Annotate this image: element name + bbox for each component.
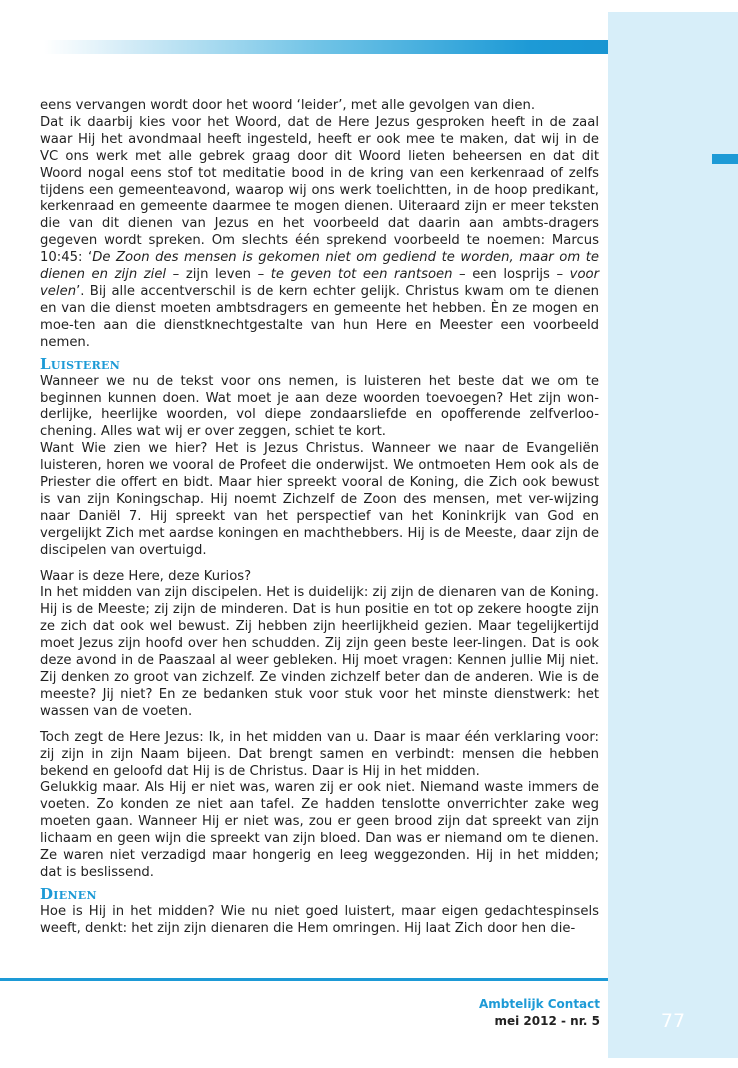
quote-part-1: De Zoon des mensen is gekomen niet om gediend te worden, maar om te dienen en zijn ziel: [40, 250, 600, 283]
intro-text-a: Dat ik daarbij kies voor het Woord, dat de Here Jezus gesproken heeft in de zaal waar Hij het avondmaal heeft ingesteld, heeft er ook mee te maken, dat wij in de VC ons werk met alle gebrek graag door dit Woord lieten beheersen en dat dit Woord nogal eens stof tot meditatie bood in de kring van een kerkenraad of zelfs tijdens een gemeenteavond, waarop wij ons werk toelichtten, in de hoop predikant, kerkenraad en gemeente daarmee te mogen dienen. Uiteraard zijn er meer teksten die van dit dienen van Jezus en het voorbeeld dat daarin aan ambts-dragers gegeven wordt spreken. Om slechts één sprekend voorbeeld te noemen: Marcus 10:45: ‘: [40, 114, 599, 266]
magazine-title: Ambtelijk Contact: [478, 997, 600, 1011]
dienen-paragraph-1: Hoe is Hij in het midden? Wie nu niet goed luistert, maar eigen gedachtespinsels weeft, denkt: het zijn zijn dienaren die Hem omringen. Hij laat Zich door hen die-: [40, 903, 599, 936]
intro-paragraph-1: eens vervangen wordt door het woord ‘leider’, met alle gevolgen van dien.: [40, 98, 536, 113]
luisteren-paragraph-1: Wanneer we nu de tekst voor ons nemen, is luisteren het beste dat we om te beginnen kunnen doen. Wat moet je aan deze woorden toevoegen? Het zijn won-derlijke, heerlijke woorden, vol diepe zondaarsliefde en opofferende zelfverloo-chening. Alles wat wij er over zeggen, schiet te kort.: [40, 373, 599, 440]
luisteren-paragraph-4: In het midden van zijn discipelen. Het is duidelijk: zij zijn de dienaren van de Koning. Hij is de Meeste; zij zijn de minderen. Dat is hun positie en tot op zekere hoogte zijn ze zich dat ook wel bewust. Zij hebben zijn heerlijkheid gezien. Maar tegelijkertijd moet Jezus zijn hoofd over hen schudden. Zij zijn geen beste leer-lingen. Dat is ook deze avond in de Paaszaal al weer gebleken. Hij moet vragen: Kennen jullie Mij niet. Zij denken zo groot van zichzelf. Ze vinden zichzelf beter dan de anderen. Wie is de meeste? Jij niet? En ze bedanken stuk voor stuk voor het minste dienstwerk: het wassen van de voeten.: [40, 585, 599, 719]
quote-part-3: voor velen: [40, 267, 600, 299]
luisteren-paragraph-2: Want Wie zien we hier? Het is Jezus Christus. Wanneer we naar de Evangeliën luisteren, horen we vooral de Profeet die onderwijst. We ontmoeten Hem ook als de Priester die offert en bidt. Maar hier spreekt vooral de Koning, die Zich ook bewust is van zijn Koningschap. Hij noemt Zichzelf de Zoon des mensen, met ver-wijzing naar Daniël 7. Hij spreekt van het perspectief van het Koninkrijk van God en vergelijkt Zich met aardse koningen en machthebbers. Hij is de Meeste, daar zijn de discipelen van overtuigd.: [40, 441, 599, 558]
article-body: [40, 98, 599, 938]
luisteren-paragraph-5: Toch zegt de Here Jezus: Ik, in het midden van u. Daar is maar één verklaring voor: zij zijn in zijn Naam bijeen. Dat brengt samen en verbindt: mensen die hebben bekend en geloofd dat Hij is de Christus. Daar is Hij in het midden.: [40, 729, 599, 779]
luisteren-paragraph-3: Waar is deze Here, deze Kurios?: [40, 568, 252, 584]
quote-part-2: te geven tot een rantsoen: [270, 267, 453, 283]
footer-rule: [0, 978, 608, 981]
side-band: [608, 12, 738, 1058]
intro-text-d: ’. Bij alle accentverschil is de kern echter gelijk. Christus kwam om te dienen en van die dienst moeten ambtsdragers en gemeente het hebben. Èn ze mogen en moe-ten aan die dienstknechtgestalte van hun Here en Meester een voorbeeld nemen.: [40, 283, 599, 350]
footer: [479, 996, 600, 1030]
section-heading-luisteren: Luisteren: [40, 354, 121, 373]
page-number: 77: [660, 1010, 686, 1032]
issue-label: mei 2012 - nr. 5: [494, 1014, 600, 1028]
intro-paragraph-2: [40, 115, 599, 352]
side-tab-marker: [712, 154, 738, 164]
intro-text-c: – een losprijs –: [452, 267, 570, 283]
intro-text-b: – zijn leven –: [166, 267, 271, 283]
luisteren-paragraph-6: Gelukkig maar. Als Hij er niet was, waren zij er ook niet. Niemand waste immers de voeten. Zo konden ze niet aan tafel. Ze hadden tenslotte onverrichter zake weg moeten gaan. Wanneer Hij er niet was, zou er geen brood zijn dat spreekt van zijn lichaam en geen wijn die spreekt van zijn bloed. Dan was er niemand om te dienen. Ze waren niet verzadigd maar hongerig en leeg weggezonden. Hij in het midden; dat is beslissend.: [40, 780, 599, 880]
section-heading-dienen: Dienen: [40, 884, 97, 903]
